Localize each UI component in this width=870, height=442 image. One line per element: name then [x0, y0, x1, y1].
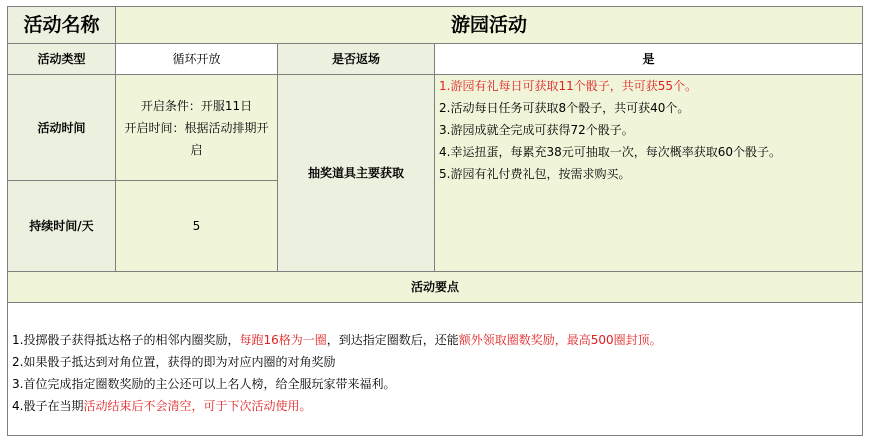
- source-label: 抽奖道具主要获取: [277, 74, 435, 272]
- time-value-line-3: 启: [190, 142, 203, 157]
- point-1-c: ，到达指定圈数后，还能: [326, 333, 459, 347]
- type-label: 活动类型: [7, 43, 116, 75]
- point-4-b: 活动结束后不会清空，可于下次活动使用。: [83, 399, 312, 413]
- time-value: [115, 74, 278, 181]
- time-value-line-1: 开启条件：开服11日: [140, 98, 253, 113]
- event-name-value: 游园活动: [115, 6, 863, 44]
- time-label: 活动时间: [7, 74, 116, 181]
- return-value: 是: [434, 43, 863, 75]
- event-spec-table: [7, 6, 863, 436]
- time-value-line-2: 开启时间：根据活动排期开: [124, 120, 269, 135]
- event-name-label: 活动名称: [7, 6, 116, 44]
- type-value: 循环开放: [115, 43, 278, 75]
- return-label: 是否返场: [277, 43, 435, 75]
- duration-label: 持续时间/天: [7, 180, 116, 272]
- point-1-d: 额外领取圈数奖励，最高500圈封顶。: [458, 333, 662, 347]
- source-item-2: 2.活动每日任务可获取8个骰子，共可获40个。: [439, 101, 690, 115]
- point-2: 2.如果骰子抵达到对角位置，获得的即为对应内圈的对角奖励: [12, 355, 336, 369]
- source-item-4: 4.幸运扭蛋，每累充38元可抽取一次，每次概率获取60个骰子。: [439, 145, 781, 159]
- point-1: [12, 329, 662, 351]
- source-item-3: 3.游园成就全完成可获得72个骰子。: [439, 123, 634, 137]
- source-list: [434, 74, 863, 272]
- points-list: [7, 302, 863, 436]
- point-4: [12, 395, 311, 417]
- source-item-1-text: 游园有礼每日可获取11个骰子，共可获55个。: [450, 79, 697, 93]
- source-item-1-prefix: 1.: [439, 79, 451, 93]
- point-3: 3.首位完成指定圈数奖励的主公还可以上名人榜，给全服玩家带来福利。: [12, 377, 396, 391]
- point-1-a: 1.投掷骰子获得抵达格子的相邻内圈奖励，: [12, 333, 240, 347]
- source-item-1: [439, 75, 697, 97]
- points-label: 活动要点: [7, 271, 863, 303]
- source-item-5: 5.游园有礼付费礼包，按需求购买。: [439, 167, 631, 181]
- duration-value: 5: [115, 180, 278, 272]
- point-4-a: 4.骰子在当期: [12, 399, 84, 413]
- point-1-b: 每跑16格为一圈: [239, 333, 327, 347]
